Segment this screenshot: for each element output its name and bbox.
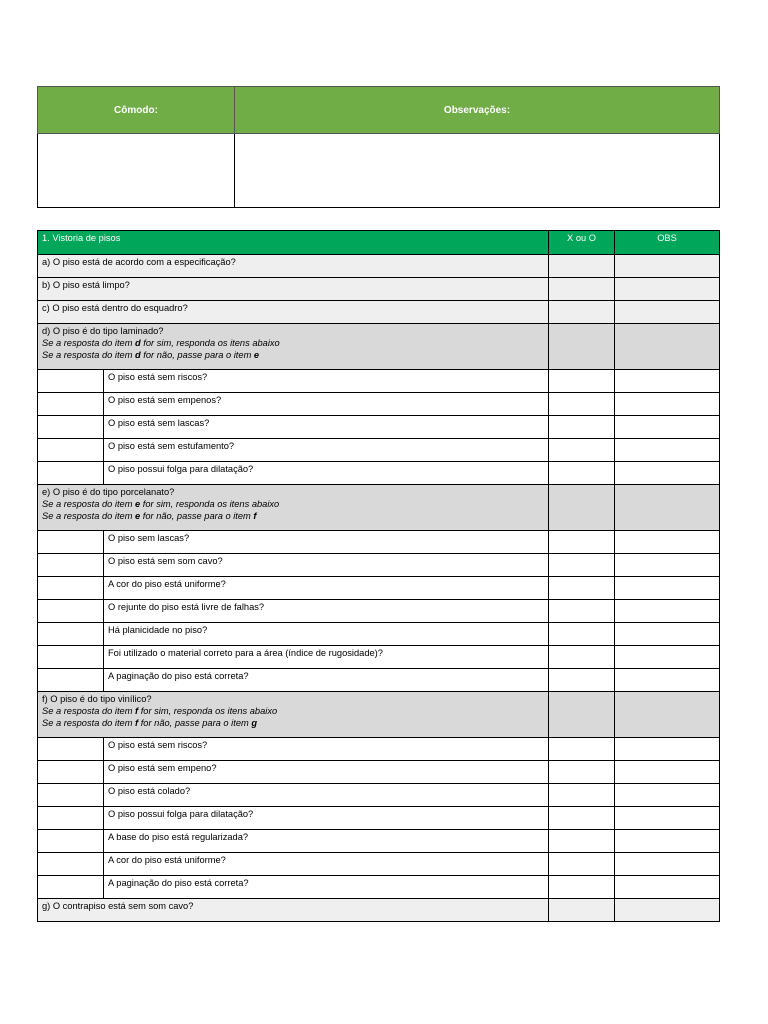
sub-item-text: O piso está colado? <box>104 784 549 807</box>
instruction-no: Se a resposta do item d for não, passe para o item e <box>42 350 260 360</box>
mark-cell[interactable] <box>549 531 615 554</box>
mark-cell[interactable] <box>549 600 615 623</box>
room-header: Cômodo: <box>38 87 235 134</box>
obs-cell[interactable] <box>615 531 720 554</box>
indent-cell <box>38 738 104 761</box>
obs-column-header: OBS <box>615 231 720 255</box>
obs-cell[interactable] <box>615 623 720 646</box>
obs-cell[interactable] <box>615 669 720 692</box>
obs-cell[interactable] <box>615 485 720 531</box>
indent-cell <box>38 830 104 853</box>
mark-cell[interactable] <box>549 255 615 278</box>
question-group-cell <box>38 485 549 531</box>
mark-cell[interactable] <box>549 485 615 531</box>
question-group-row <box>38 692 720 738</box>
sub-item-text: O rejunte do piso está livre de falhas? <box>104 600 549 623</box>
mark-cell[interactable] <box>549 669 615 692</box>
mark-cell[interactable] <box>549 807 615 830</box>
mark-cell[interactable] <box>549 899 615 922</box>
indent-cell <box>38 669 104 692</box>
question-group-cell <box>38 692 549 738</box>
question-row <box>38 255 720 278</box>
mark-cell[interactable] <box>549 577 615 600</box>
sub-item-text: O piso está sem riscos? <box>104 370 549 393</box>
sub-item-row <box>38 393 720 416</box>
sub-item-text: Há planicidade no piso? <box>104 623 549 646</box>
mark-cell[interactable] <box>549 324 615 370</box>
obs-cell[interactable] <box>615 876 720 899</box>
obs-cell[interactable] <box>615 278 720 301</box>
question-group-row <box>38 324 720 370</box>
sub-item-row <box>38 439 720 462</box>
obs-cell[interactable] <box>615 462 720 485</box>
sub-item-row <box>38 554 720 577</box>
sub-item-text: O piso possui folga para dilatação? <box>104 462 549 485</box>
indent-cell <box>38 531 104 554</box>
mark-cell[interactable] <box>549 876 615 899</box>
indent-cell <box>38 600 104 623</box>
mark-cell[interactable] <box>549 623 615 646</box>
obs-cell[interactable] <box>615 738 720 761</box>
observations-field[interactable] <box>235 134 720 208</box>
sub-item-row <box>38 623 720 646</box>
indent-cell <box>38 853 104 876</box>
sub-item-text: A paginação do piso está correta? <box>104 669 549 692</box>
indent-cell <box>38 370 104 393</box>
question-text: b) O piso está limpo? <box>38 278 549 301</box>
obs-cell[interactable] <box>615 807 720 830</box>
instruction-yes: Se a resposta do item d for sim, responda os itens abaixo <box>42 338 280 348</box>
obs-cell[interactable] <box>615 692 720 738</box>
sub-item-row <box>38 416 720 439</box>
sub-item-row <box>38 531 720 554</box>
sub-item-row <box>38 761 720 784</box>
mark-cell[interactable] <box>549 646 615 669</box>
sub-item-row <box>38 577 720 600</box>
obs-cell[interactable] <box>615 255 720 278</box>
instruction-yes: Se a resposta do item e for sim, responda os itens abaixo <box>42 499 280 509</box>
question-row <box>38 899 720 922</box>
indent-cell <box>38 393 104 416</box>
sub-item-text: A paginação do piso está correta? <box>104 876 549 899</box>
sub-item-text: O piso está sem empenos? <box>104 393 549 416</box>
indent-cell <box>38 876 104 899</box>
indent-cell <box>38 416 104 439</box>
obs-cell[interactable] <box>615 393 720 416</box>
sub-item-row <box>38 738 720 761</box>
obs-cell[interactable] <box>615 324 720 370</box>
mark-cell[interactable] <box>549 692 615 738</box>
mark-cell[interactable] <box>549 301 615 324</box>
indent-cell <box>38 761 104 784</box>
sub-item-text: Foi utilizado o material correto para a área (índice de rugosidade)? <box>104 646 549 669</box>
question-text: d) O piso é do tipo laminado? <box>42 326 164 336</box>
question-group-cell <box>38 324 549 370</box>
sub-item-row <box>38 370 720 393</box>
obs-cell[interactable] <box>615 301 720 324</box>
question-text: f) O piso é do tipo vinílico? <box>42 694 152 704</box>
mark-cell[interactable] <box>549 416 615 439</box>
mark-cell[interactable] <box>549 784 615 807</box>
mark-cell[interactable] <box>549 393 615 416</box>
question-text: e) O piso é do tipo porcelanato? <box>42 487 175 497</box>
indent-cell <box>38 462 104 485</box>
indent-cell <box>38 439 104 462</box>
indent-cell <box>38 807 104 830</box>
question-row <box>38 278 720 301</box>
room-observations-table <box>37 86 720 208</box>
floor-inspection-table <box>37 230 720 922</box>
sub-item-row <box>38 784 720 807</box>
sub-item-text: O piso está sem riscos? <box>104 738 549 761</box>
sub-item-text: A cor do piso está uniforme? <box>104 577 549 600</box>
sub-item-row <box>38 853 720 876</box>
obs-cell[interactable] <box>615 600 720 623</box>
indent-cell <box>38 554 104 577</box>
mark-cell[interactable] <box>549 370 615 393</box>
mark-cell[interactable] <box>549 738 615 761</box>
question-text: a) O piso está de acordo com a especificação? <box>38 255 549 278</box>
sub-item-row <box>38 600 720 623</box>
indent-cell <box>38 577 104 600</box>
mark-cell[interactable] <box>549 853 615 876</box>
sub-item-row <box>38 807 720 830</box>
obs-cell[interactable] <box>615 646 720 669</box>
obs-cell[interactable] <box>615 761 720 784</box>
mark-cell[interactable] <box>549 554 615 577</box>
obs-cell[interactable] <box>615 784 720 807</box>
observations-header: Observações: <box>235 87 720 134</box>
obs-cell[interactable] <box>615 577 720 600</box>
sub-item-text: O piso está sem empeno? <box>104 761 549 784</box>
mark-cell[interactable] <box>549 278 615 301</box>
room-field[interactable] <box>38 134 235 208</box>
mark-cell[interactable] <box>549 761 615 784</box>
instruction-no: Se a resposta do item e for não, passe para o item f <box>42 511 257 521</box>
sub-item-text: O piso está sem lascas? <box>104 416 549 439</box>
sub-item-text: O piso está sem estufamento? <box>104 439 549 462</box>
sub-item-text: O piso está sem som cavo? <box>104 554 549 577</box>
obs-cell[interactable] <box>615 830 720 853</box>
obs-cell[interactable] <box>615 554 720 577</box>
sub-item-text: O piso sem lascas? <box>104 531 549 554</box>
sub-item-row <box>38 669 720 692</box>
obs-cell[interactable] <box>615 899 720 922</box>
indent-cell <box>38 784 104 807</box>
mark-column-header: X ou O <box>549 231 615 255</box>
sub-item-row <box>38 876 720 899</box>
sub-item-row <box>38 646 720 669</box>
mark-cell[interactable] <box>549 830 615 853</box>
indent-cell <box>38 623 104 646</box>
instruction-yes: Se a resposta do item f for sim, responda os itens abaixo <box>42 706 278 716</box>
instruction-no: Se a resposta do item f for não, passe para o item g <box>42 718 258 728</box>
sub-item-text: O piso possui folga para dilatação? <box>104 807 549 830</box>
section-title: 1. Vistoria de pisos <box>38 231 549 255</box>
sub-item-row <box>38 830 720 853</box>
obs-cell[interactable] <box>615 416 720 439</box>
question-text: c) O piso está dentro do esquadro? <box>38 301 549 324</box>
obs-cell[interactable] <box>615 439 720 462</box>
obs-cell[interactable] <box>615 853 720 876</box>
sub-item-text: A cor do piso está uniforme? <box>104 853 549 876</box>
sub-item-row <box>38 462 720 485</box>
sub-item-text: A base do piso está regularizada? <box>104 830 549 853</box>
question-text: g) O contrapiso está sem som cavo? <box>38 899 549 922</box>
question-group-row <box>38 485 720 531</box>
question-row <box>38 301 720 324</box>
indent-cell <box>38 646 104 669</box>
obs-cell[interactable] <box>615 370 720 393</box>
mark-cell[interactable] <box>549 462 615 485</box>
mark-cell[interactable] <box>549 439 615 462</box>
